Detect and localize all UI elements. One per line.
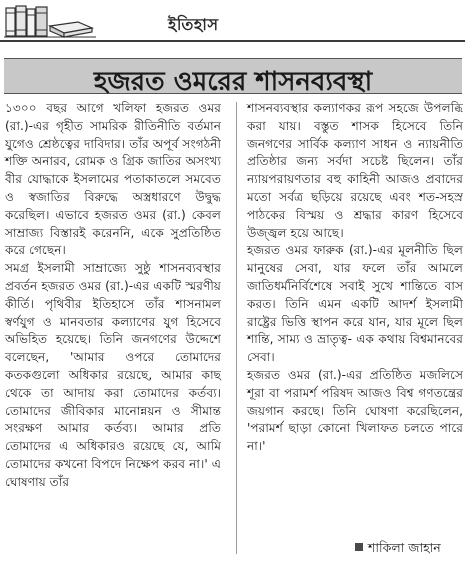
right-paragraph-2: হজরত ওমর ফারুক (রা.)-এর মূলনীতি ছিল মানুষের সেবা, যার ফলে তাঁর আমলে জাতিধর্মনির্বিশেষে সবাই সুখে শান্তিতে বাস করত। তিনি এমন একটি আদর্শ ইসলামী রাষ্ট্রের ভিত্তি স্থাপন করে যান, যার মূলে ছিল শান্তি, সাম্য ও ভ্রাতৃত্ব- এক কথায় বিশ্বমানবের সেবা।: [247, 243, 463, 365]
section-header: [0, 0, 465, 44]
left-column: [5, 100, 221, 492]
section-label: ইতিহাস: [168, 15, 219, 34]
author-name: শাকিলা জাহান: [368, 540, 441, 555]
author-byline: [355, 540, 441, 560]
right-paragraph-3: হজরত ওমর (রা.)-এর প্রতিষ্ঠিত মজলিসে শূরা বা পরামর্শ পরিষদ আজও বিশ্ব গণতন্ত্রের জয়গান করছে। তিনি ঘোষণা করেছিলেন, 'পরামর্শ ছাড়া কোনো খিলাফত চলতে পারে না।': [247, 367, 463, 454]
square-bullet-icon: [355, 543, 363, 551]
right-column: [247, 100, 463, 456]
headline-banner: [4, 58, 462, 97]
left-paragraph-2: সমগ্র ইসলামী সাম্রাজ্যে সুষ্ঠু শাসনব্যবস্থার প্রবর্তন হজরত ওমর (রা.)-এর একটি স্মরণীয় কীর্তি। পৃথিবীর ইতিহাসে তাঁর শাসনামল স্বর্ণযুগ ও মানবতার কল্যাণের যুগ হিসেবে অভিহিত হয়েছে। তিনি জনগণের উদ্দেশে বলেছেন, 'আমার ওপরে তোমাদের কতকগুলো অধিকার রয়েছে, আমার কাছ থেকে তা আদায় করা তোমাদের কর্তব্য। তোমাদের জীবিকার মানোন্নয়ন ও সীমান্ত সংরক্ষণ আমার কর্তব্য। আমার প্রতি তোমাদের এ অধিকারও রয়েছে যে, আমি তোমাদের কখনো বিপদে নিক্ষেপ করব না।' এ ঘোষণায় তাঁর: [5, 261, 221, 489]
article-headline: হজরত ওমরের শাসনব্যবস্থা: [93, 67, 373, 97]
left-paragraph-1: ১৩০০ বছর আগে খলিফা হজরত ওমর (রা.)-এর গৃহীত সামরিক রীতিনীতি বর্তমান যুগেও শ্রেষ্ঠত্বের দাবিদার। তাঁর অপূর্ব সংগঠনী শক্তি অনারব, রোমক ও গ্রিক জাতির অসংখ্য বীর যোদ্ধাকে ইসলামের পতাকাতলে সমবেত ও স্বজাতির বিরুদ্ধে অস্ত্রধারণে উদ্বুদ্ধ করেছিল। এভাবে হজরত ওমর (রা.) কেবল সাম্রাজ্য বিস্তারই করেননি, একে সুপ্রতিষ্ঠিত করে গেছেন।: [5, 101, 221, 258]
right-paragraph-1: শাসনব্যবস্থার কল্যাণকর রূপ সহজে উপলব্ধি করা যায়। বস্তুত শাসক হিসেবে তিনি জনগণের সার্বিক কল্যাণ সাধন ও ন্যায়নীতি প্রতিষ্ঠার জন্য সর্বদা সচেষ্ট ছিলেন। তাঁর ন্যায়পরায়ণতার বহু কাহিনী আজও প্রবাদের মতো সর্বত্র ছড়িয়ে রয়েছে এবং শত-সহস্র পাঠকের বিস্ময় ও শ্রদ্ধার কারণ হিসেবে উজ্জ্বল হয়ে আছে।: [247, 101, 463, 240]
books-icon: [4, 4, 96, 38]
column-divider: [236, 102, 237, 554]
header-divider: [0, 40, 465, 42]
